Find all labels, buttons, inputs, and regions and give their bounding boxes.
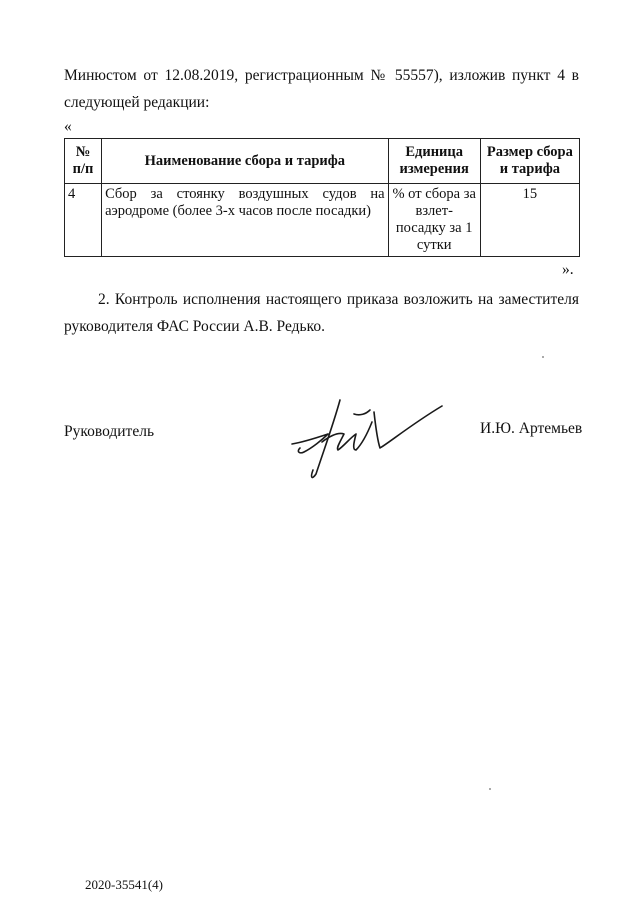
document-registration-code: 2020-35541(4) xyxy=(85,877,163,892)
header-number: № п/п xyxy=(65,139,102,184)
table-row xyxy=(65,184,580,257)
scan-speck xyxy=(542,356,544,358)
cell-name: Сбор за стоянку воздушных судов на аэродроме (более 3-х часов после посадки) xyxy=(102,184,389,257)
paragraph-amendment-line1: Минюстом от 12.08.2019, регистрационным № 55557), изложив пункт 4 в xyxy=(64,67,579,84)
table-header-row xyxy=(65,139,580,184)
cell-number: 4 xyxy=(65,184,102,257)
header-size: Размер сбора и тарифа xyxy=(480,139,579,184)
header-unit: Единица измерения xyxy=(388,139,480,184)
paragraph-amendment-line2: следующей редакции: xyxy=(64,94,210,111)
handwritten-signature xyxy=(282,382,452,482)
cell-size: 15 xyxy=(480,184,579,257)
signatory-title: Руководитель xyxy=(64,423,155,440)
closing-quote: ». xyxy=(562,261,574,278)
opening-quote: « xyxy=(64,118,72,135)
scan-speck xyxy=(489,788,491,790)
signatory-name: И.Ю. Артемьев xyxy=(480,420,583,437)
paragraph-amendment xyxy=(64,62,579,116)
cell-unit: % от сбора за взлет-посадку за 1 сутки xyxy=(388,184,480,257)
header-name: Наименование сбора и тарифа xyxy=(102,139,389,184)
tariff-table xyxy=(64,138,580,257)
paragraph-control: 2. Контроль исполнения настоящего приказа возложить на заместителя руководителя ФАС России А.В. Редько. xyxy=(64,291,579,335)
